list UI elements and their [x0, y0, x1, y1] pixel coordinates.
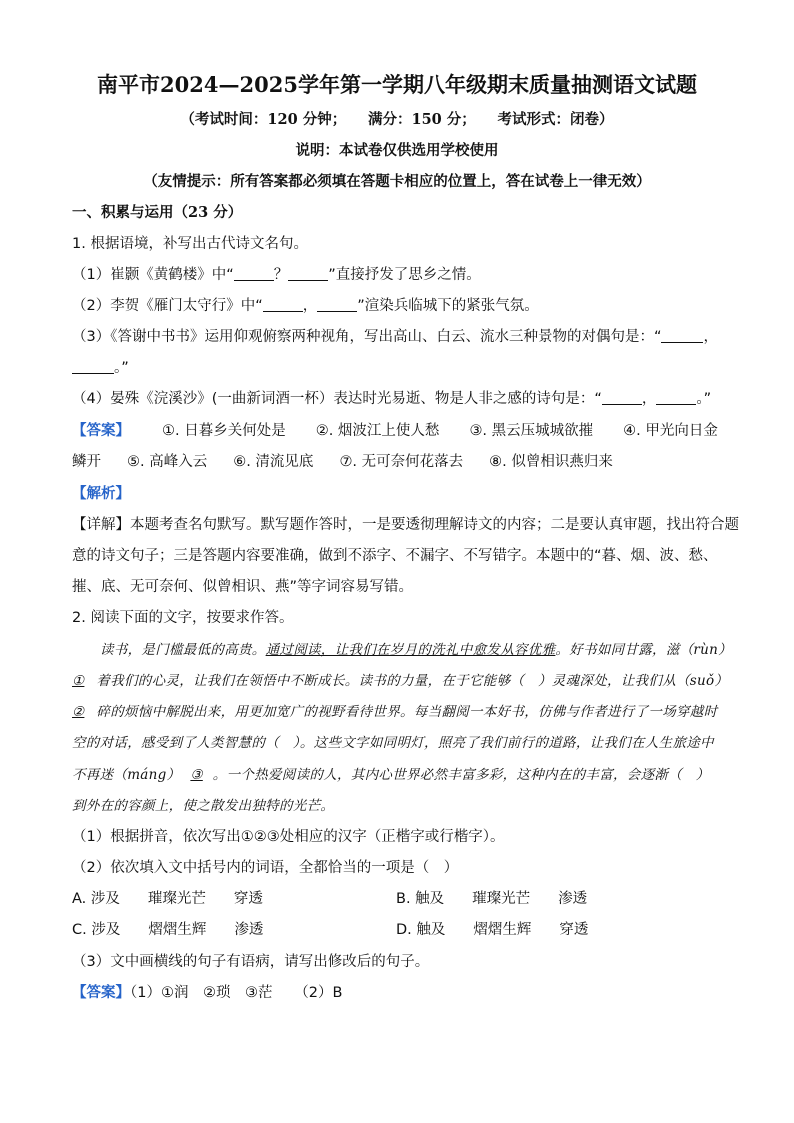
q1-sub2-mid: ， [302, 298, 318, 314]
page-title: 南平市2024—2025学年第一学期八年级期末质量抽测语文试题 [97, 72, 697, 97]
q1-sub3-line2 [72, 359, 722, 377]
option-a [72, 890, 263, 908]
q1-sub3-text: （3）《答谢中书书》运用仰观俯察两种视角，写出高山、白云、流水三种景物的对偶句是：“ [72, 329, 662, 345]
answer-item: ⑤. 高峰入云 [127, 454, 208, 470]
passage-line [72, 766, 722, 784]
option-word: A. 涉及 [72, 891, 120, 907]
passage-line [72, 672, 729, 690]
option-c [72, 921, 263, 939]
q1-sub3-end: 。” [114, 360, 129, 376]
exam-info: （考试时间：120 分钟； 满分：150 分； 考试形式：闭卷） [180, 111, 614, 128]
q2-stem: 2. 阅读下面的文字，按要求作答。 [72, 610, 294, 626]
blank [234, 266, 274, 281]
analysis-label: 【解析】 [72, 486, 130, 502]
q2-sub2: （2）依次填入文中括号内的词语，全都恰当的一项是（ ） [72, 860, 459, 876]
usage-note: 说明：本试卷仅供选用学校使用 [295, 142, 499, 159]
passage-line: 到外在的容颜上，使之散发出独特的光芒。 [72, 798, 335, 814]
answer-item: ⑦. 无可奈何花落去 [339, 454, 464, 470]
answer-item: ①. 日暮乡关何处是 [162, 423, 286, 439]
passage-text: 碎的烦恼中解脱出来，用更加宽广的视野看待世界。每当翻阅一本好书，仿佛与作者进行了一场穿越时 [96, 704, 718, 720]
blank [263, 297, 303, 312]
answer-item: ⑥. 清流见底 [233, 454, 314, 470]
passage-text: 。好书如同甘露，滋（rùn） [555, 642, 732, 658]
blank [288, 266, 328, 281]
option-word: 熠熠生辉 [148, 922, 207, 938]
option-word: 渗透 [558, 891, 588, 907]
detail-line: 摧、底、无可奈何、似曾相识、燕”等字词容易写错。 [72, 579, 414, 595]
option-word: C. 涉及 [72, 922, 121, 938]
option-d [396, 921, 588, 939]
q1-sub2-pre: （2）李贺《雁门太守行》中“ [72, 298, 263, 314]
friendly-tip: （友情提示：所有答案都必须填在答题卡相应的位置上，答在试卷上一律无效） [143, 173, 651, 190]
answer-label: 【答案】 [72, 423, 130, 439]
option-b [396, 890, 587, 908]
passage-text: 。一个热爱阅读的人，其内心世界必然丰富多彩，这种内在的丰富，会逐渐（ ） [212, 767, 710, 783]
answer-label: 【答案】 [72, 985, 130, 1001]
q1-sub1-mid: ？ [273, 267, 289, 283]
blank [317, 297, 357, 312]
passage-text: 不再迷（máng） [72, 767, 181, 783]
q1-sub1-post: ”直接抒发了思乡之情。 [328, 267, 481, 283]
detail-line: 意的诗文句子；三是答题内容要准确，做到不添字、不漏字、不写错字。本题中的“暮、烟、波、愁、 [72, 548, 718, 564]
passage-text: 着我们的心灵，让我们在领悟中不断成长。读书的力量，在于它能够（ ）灵魂深处，让我们从（suǒ） [96, 673, 729, 689]
blank-number: ① [72, 673, 85, 689]
option-word: 璀璨光芒 [472, 891, 531, 907]
q1-sub3-comma: ， [703, 329, 718, 345]
q1-answer-line2 [72, 453, 722, 471]
q1-sub1 [72, 266, 722, 284]
q1-sub3-line1 [72, 328, 722, 346]
option-word: 渗透 [234, 922, 264, 938]
q1-sub4-mid: ， [641, 391, 657, 407]
passage-line [72, 703, 722, 721]
blank-number: ② [72, 704, 85, 720]
q1-sub1-pre: （1）崔颢《黄鹤楼》中“ [72, 267, 234, 283]
answer-item-cont: 鳞开 [72, 454, 101, 470]
blank [72, 359, 114, 374]
q1-stem: 1. 根据语境，补写出古代诗文名句。 [72, 236, 308, 252]
answer-item: ⑧. 似曾相识燕归来 [489, 454, 613, 470]
answer-item: ②. 烟波江上使人愁 [315, 423, 440, 439]
q1-sub4-pre: （4）晏殊《浣溪沙》(一曲新词酒一杯）表达时光易逝、物是人非之感的诗句是：“ [72, 391, 602, 407]
blank-number: ③ [190, 767, 203, 783]
passage-text: 读书，是门槛最低的高贵。 [100, 642, 266, 658]
q1-sub4 [72, 390, 722, 408]
answer-text: （1）①润 ②琐 ③茫 （2）B [130, 985, 343, 1001]
q2-sub3: （3）文中画横线的句子有语病，请写出修改后的句子。 [72, 954, 430, 970]
q2-answer [72, 984, 722, 1002]
blank [661, 328, 703, 343]
blank [656, 390, 696, 405]
q1-sub4-end: 。” [696, 391, 712, 407]
section-heading: 一、积累与运用（23 分） [72, 204, 243, 221]
passage-line [100, 641, 732, 659]
option-word: 璀璨光芒 [147, 891, 206, 907]
q1-answer-line1 [72, 422, 722, 440]
blank [602, 390, 642, 405]
option-word: 熠熠生辉 [473, 922, 532, 938]
underlined-sentence: 通过阅读，让我们在岁月的洗礼中愈发从容优雅 [265, 642, 556, 658]
q2-sub1: （1）根据拼音，依次写出①②③处相应的汉字（正楷字或行楷字）。 [72, 829, 505, 845]
option-word: B. 触及 [396, 891, 445, 907]
q1-sub2 [72, 297, 722, 315]
answer-item: ③. 黑云压城城欲摧 [469, 423, 594, 439]
option-word: D. 触及 [396, 922, 446, 938]
option-word: 穿透 [559, 922, 589, 938]
q1-sub2-post: ”渲染兵临城下的紧张气氛。 [357, 298, 539, 314]
answer-item: ④. 甲光向日金 [623, 423, 718, 439]
option-word: 穿透 [233, 891, 263, 907]
detail-line: 【详解】本题考查名句默写。默写题作答时，一是要透彻理解诗文的内容；二是要认真审题，找出符合题 [72, 517, 739, 533]
passage-line: 空的对话，感受到了人类智慧的（ ）。这些文字如同明灯，照亮了我们前行的道路，让我们在人生旅途中 [72, 735, 714, 751]
